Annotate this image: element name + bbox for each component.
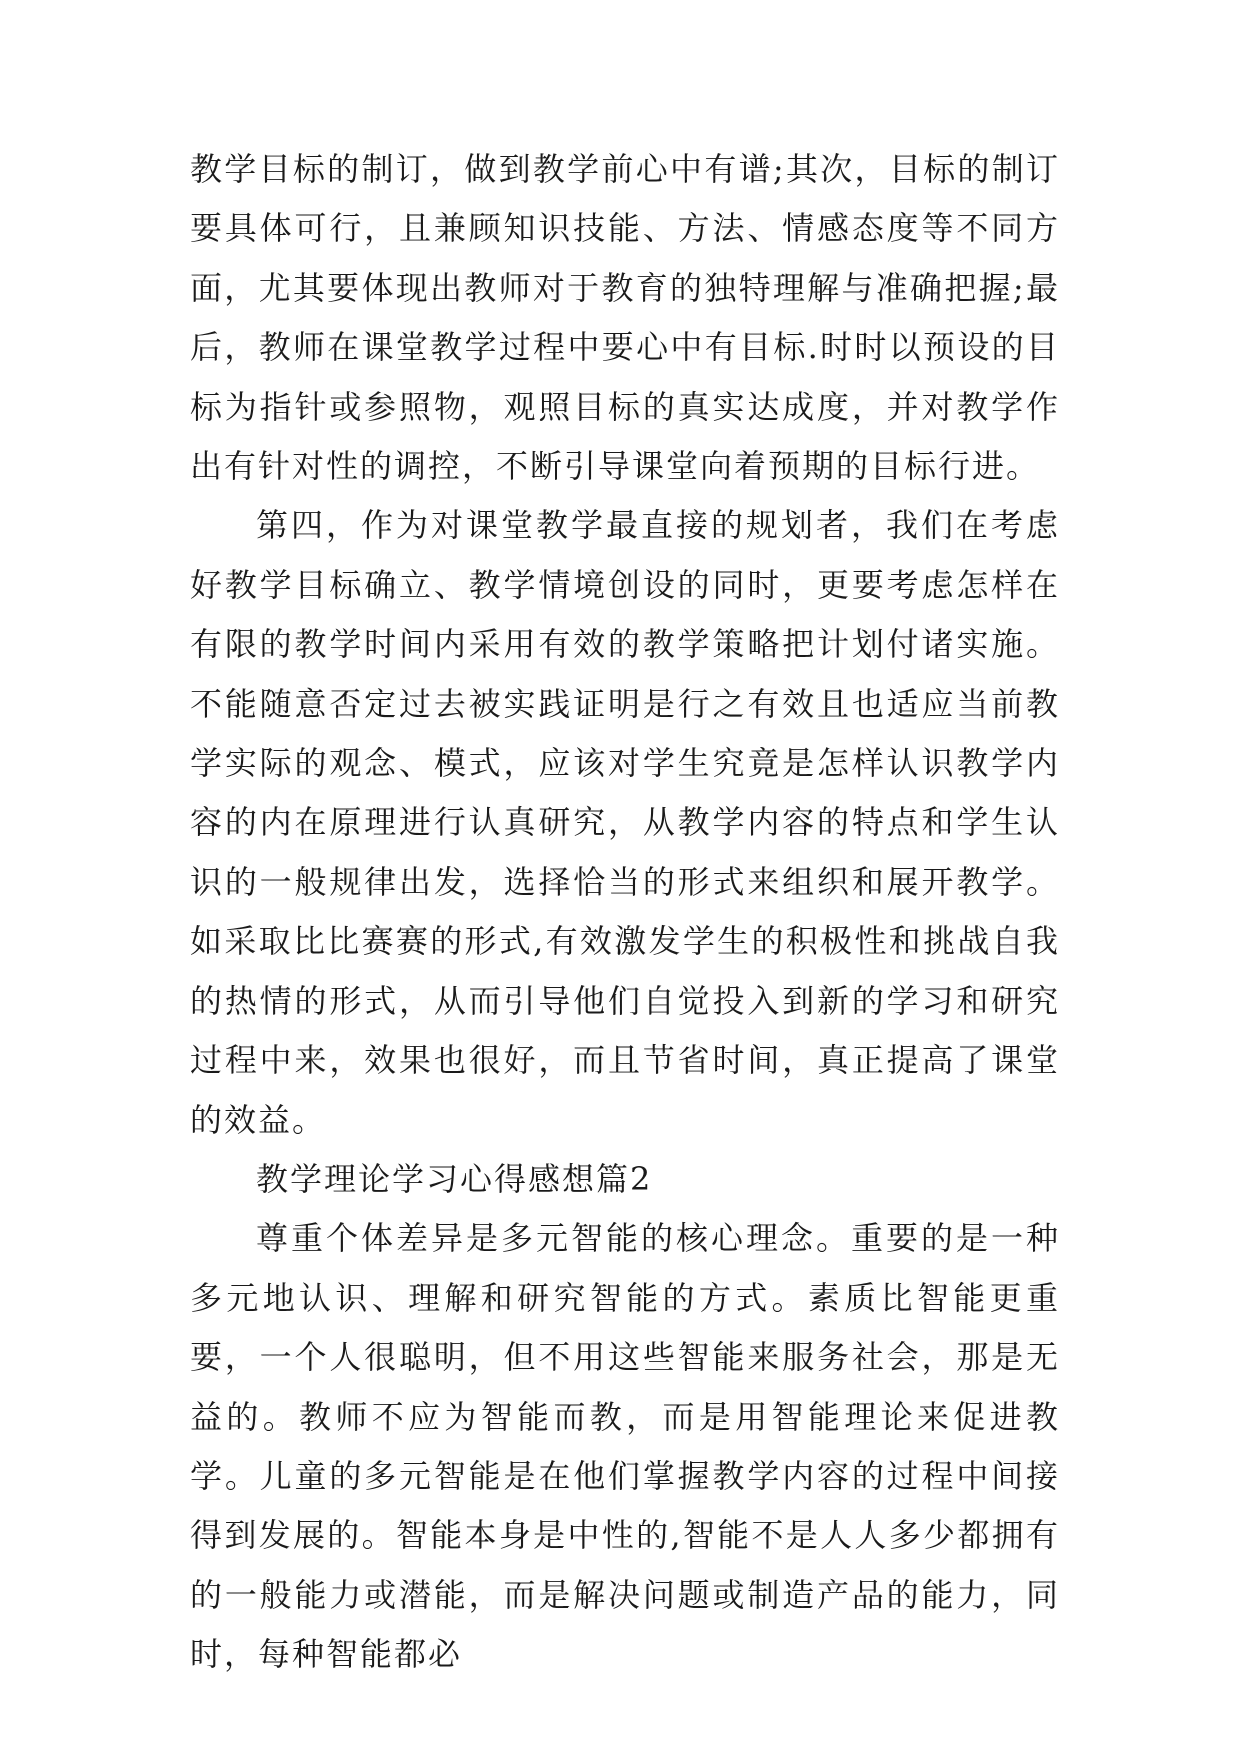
- paragraph-after-heading: 尊重个体差异是多元智能的核心理念。重要的是一种多元地认识、理解和研究智能的方式。素质比智能更重要，一个人很聪明，但不用这些智能来服务社会，那是无益的。教师不应为智能而教，而是用智能理论来促进教学。儿童的多元智能是在他们掌握教学内容的过程中间接得到发展的。智能本身是中性的,智能不是人人多少都拥有的一般能力或潜能，而是解决问题或制造产品的能力，同时，每种智能都必: [190, 1219, 1060, 1674]
- paragraph-fourth-point: 第四，作为对课堂教学最直接的规划者，我们在考虑好教学目标确立、教学情境创设的同时，更要考虑怎样在有限的教学时间内采用有效的教学策略把计划付诸实施。不能随意否定过去被实践证明是行之有效且也适应当前教学实际的观念、模式，应该对学生究竟是怎样认识教学内容的内在原理进行认真研究，从教学内容的特点和学生认识的一般规律出发，选择恰当的形式来组织和展开教学。如采取比比赛赛的形式,有效激发学生的积极性和挑战自我的热情的形式，从而引导他们自觉投入到新的学习和研究过程中来，效果也很好，而且节省时间，真正提高了课堂的效益。: [190, 506, 1060, 1139]
- paragraph-continued: 教学目标的制订，做到教学前心中有谱;其次，目标的制订要具体可行，且兼顾知识技能、方法、情感态度等不同方面，尤其要体现出教师对于教育的独特理解与准确把握;最后，教师在课堂教学过程中要心中有目标.时时以预设的目标为指针或参照物，观照目标的真实达成度，并对教学作出有针对性的调控，不断引导课堂向着预期的目标行进。: [190, 150, 1060, 486]
- document-body: [190, 140, 1060, 1685]
- section-heading: 教学理论学习心得感想篇2: [256, 1159, 653, 1198]
